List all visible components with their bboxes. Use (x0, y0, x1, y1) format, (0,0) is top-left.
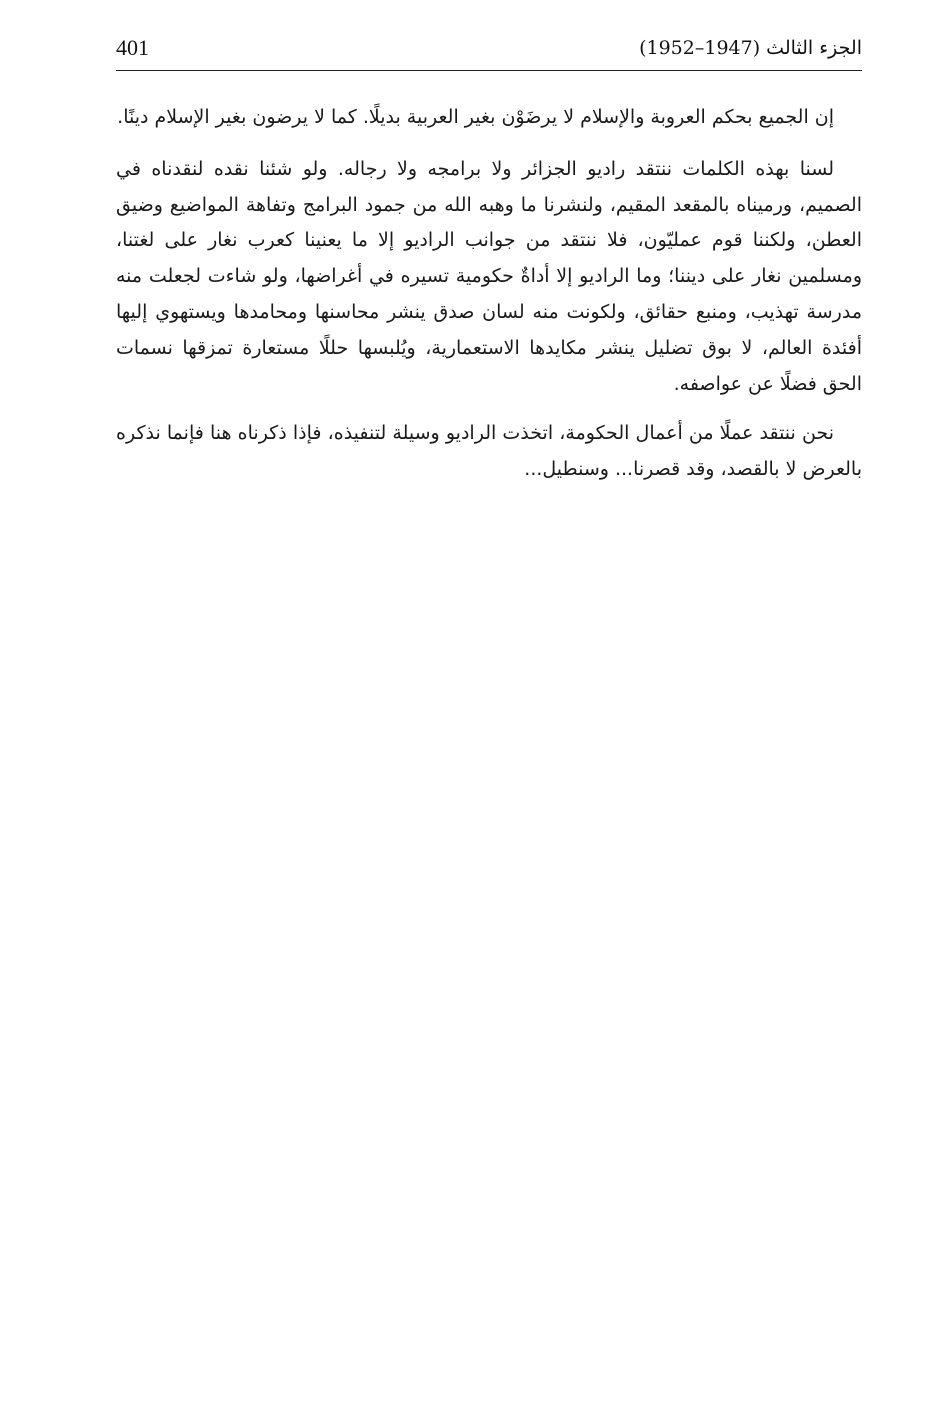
running-header (116, 30, 862, 71)
paragraph-2: لسنا بهذه الكلمات ننتقد راديو الجزائر ولا برامجه ولا رجاله. ولو شئنا نقده لنقدناه في الصميم، ورميناه بالمقعد المقيم، ولنشرنا ما وهبه الله من جمود البرامج وتفاهة المواضيع وضيق العطن، ولكننا قوم عمليّون، فلا ننتقد من جوانب الراديو إلا ما يعنينا كعرب نغار على لغتنا، ومسلمين نغار على ديننا؛ وما الراديو إلا أداةٌ حكومية تسيره في أغراضها، ولو شاءت لجعلت منه مدرسة تهذيب، ومنبع حقائق، ولكونت منه لسان صدق ينشر محاسنها ومحامدها ويستهوي إليها أفئدة العالم، لا بوق تضليل ينشر مكايدها الاستعمارية، ويُلبسها حللًا مستعارة تمزقها نسمات الحق فضلًا عن عواصفه. (116, 157, 862, 395)
paragraph-1: إن الجميع بحكم العروبة والإسلام لا يرضَوْن بغير العربية بديلًا. كما لا يرضون بغير الإسلام دينًا. (117, 106, 834, 128)
paragraph-3: نحن ننتقد عملًا من أعمال الحكومة، اتخذت الراديو وسيلة لتنفيذه، فإذا ذكرناه هنا فإنما نذكره بالعرض لا بالقصد، وقد قصرنا... وسنطيل... (116, 422, 862, 481)
header-title: الجزء الثالث (1947–1952) (639, 37, 862, 59)
page-number: 401 (116, 35, 149, 60)
body-text (116, 100, 862, 506)
